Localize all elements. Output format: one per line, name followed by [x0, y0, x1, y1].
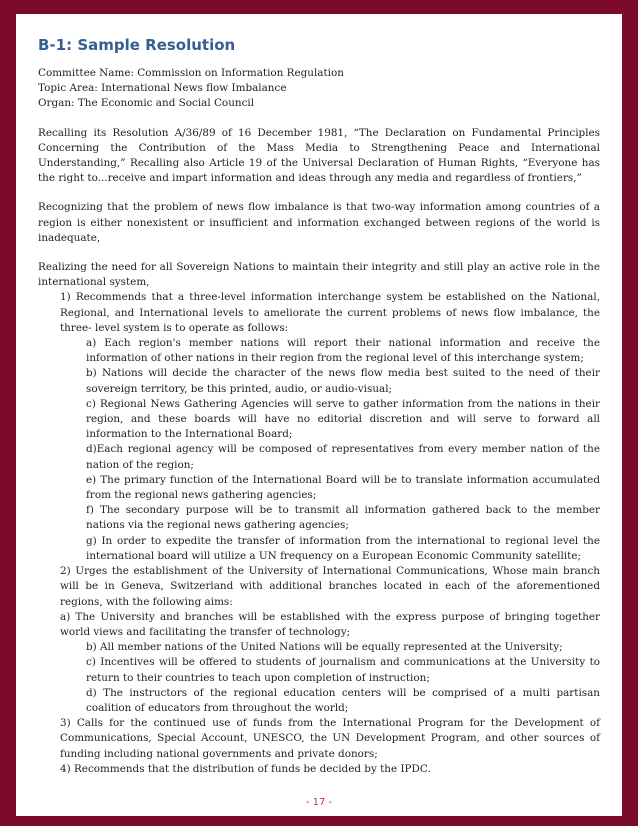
clause-1-item-a: a) Each region's member nations will report their national information and receive the information of other nations in their region from the regional level of this interchange system; [86, 337, 600, 365]
document-page [16, 14, 622, 816]
page-title: B-1: Sample Resolution [38, 36, 236, 54]
clause-1-item-f: f) The secondary purpose will be to transmit all information gathered back to the member nations via the regional news gathering agencies; [86, 504, 600, 532]
operative-clause-1: 1) Recommends that a three-level information interchange system be established on the National, Regional, and International levels to ameliorate the current problems of news flow imbalance, the three- level system is to operate as follows: [60, 291, 600, 334]
spacer [38, 246, 600, 260]
clause-2-item-c: c) Incentives will be offered to students of journalism and communications at the University to return to their countries to teach upon completion of instruction; [86, 656, 600, 684]
operative-clause-4: 4) Recommends that the distribution of funds be decided by the IPDC. [60, 762, 431, 775]
committee-name: Committee Name: Commission on Information Regulation [38, 67, 344, 79]
preamble-realizing: Realizing the need for all Sovereign Nations to maintain their integrity and still play an active role in the international system, [38, 261, 600, 289]
preamble-recalling: Recalling its Resolution A/36/89 of 16 December 1981, “The Declaration on Fundamental Principles Concerning the Contribution of the Mass Media to Strengthening Peace and International Understanding,” Recalling also Article 19 of the Universal Declaration of Human Rights, “Everyone has the right to...receive and impart information and ideas through any media and regardless of frontiers,” [38, 126, 600, 185]
clause-2-item-b: b) All member nations of the United Nations will be equally represented at the University; [86, 641, 563, 654]
topic-area: Topic Area: International News flow Imbalance [38, 82, 287, 95]
spacer [38, 112, 600, 126]
organ: Organ: The Economic and Social Council [38, 97, 255, 110]
clause-1-item-d: d)Each regional agency will be composed of representatives from every member nation of the nation of the region; [86, 443, 600, 471]
clause-2-item-d: d) The instructors of the regional education centers will be comprised of a multi partisan coalition of educators from throughout the world; [86, 686, 600, 714]
clause-1-item-g: g) In order to expedite the transfer of information from the international to regional level the international board will utilize a UN frequency on a European Economic Community satellite; [86, 534, 600, 562]
clause-2-item-a: a) The University and branches will be established with the express purpose of bringing together world views and facilitating the transfer of technology; [60, 610, 600, 638]
page-number: - 17 - [305, 797, 333, 808]
operative-clause-3: 3) Calls for the continued use of funds from the International Program for the Development of Communications, Special Account, UNESCO, the UN Development Program, and other sources of funding including national governments and private donors; [60, 717, 600, 760]
resolution-body [38, 66, 600, 777]
clause-1-item-b: b) Nations will decide the character of the news flow media best suited to the need of their sovereign territory, be this printed, audio, or audio-visual; [86, 367, 600, 395]
operative-clause-2: 2) Urges the establishment of the University of International Communications, Whose main branch will be in Geneva, Switzerland with additional branches located in each of the aforementioned regions, with the following aims: [60, 565, 600, 608]
preamble-recognizing: Recognizing that the problem of news flow imbalance is that two-way information among countries of a region is either nonexistent or insufficient and information exchanged between regions of the world is inadequate, [38, 201, 600, 244]
spacer [38, 186, 600, 200]
clause-1-item-e: e) The primary function of the International Board will be to translate information accumulated from the regional news gathering agencies; [86, 473, 600, 502]
clause-1-item-c: c) Regional News Gathering Agencies will serve to gather information from the nations in their region, and these boards will have no editorial discretion and will serve to forward all information to the International Board; [86, 397, 600, 441]
